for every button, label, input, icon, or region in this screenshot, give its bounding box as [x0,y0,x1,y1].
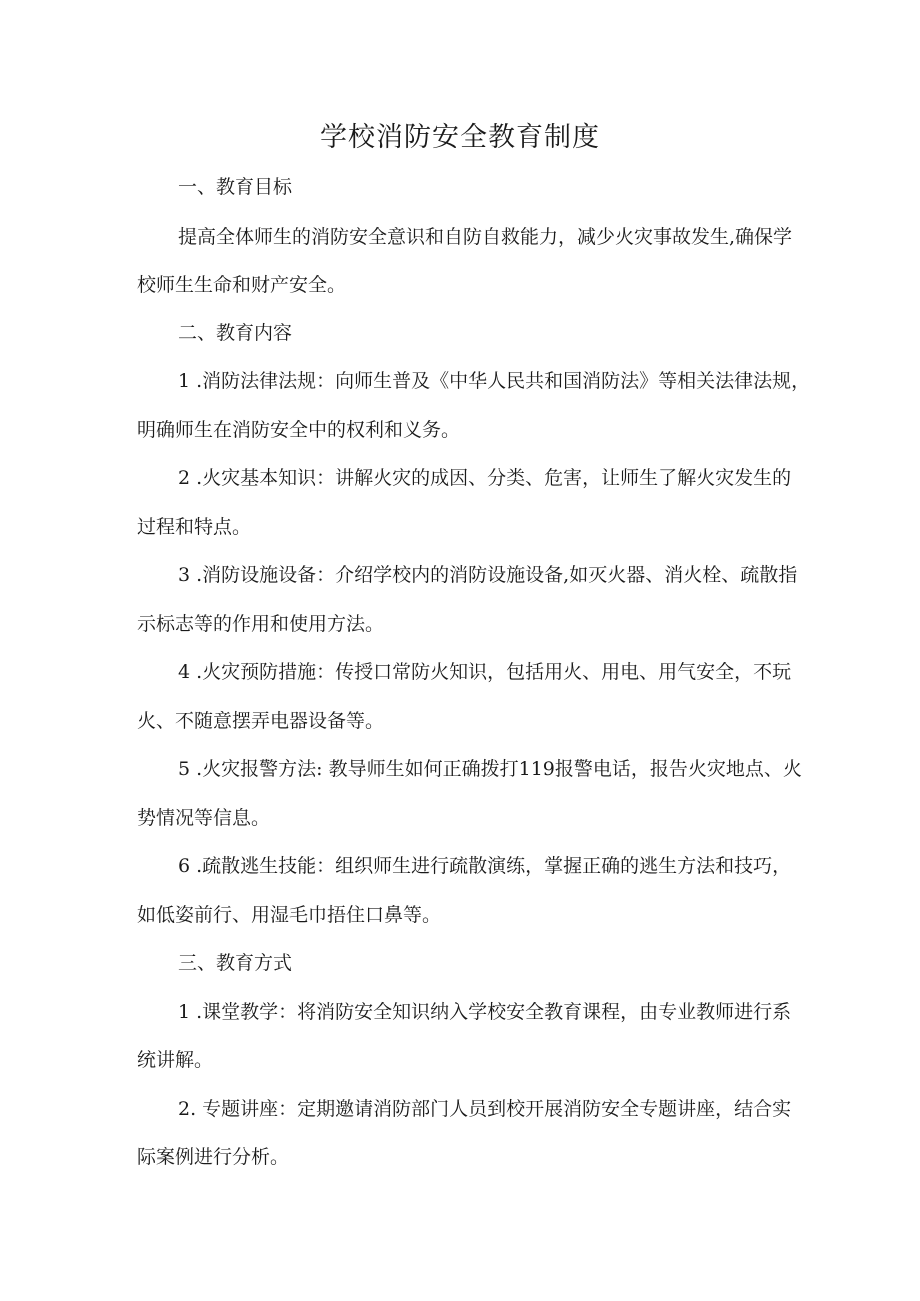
list-item-line: 3 .消防设施设备：介绍学校内的消防设施设备,如灭火器、消火栓、疏散指 [178,564,798,586]
list-item-line: 示标志等的作用和使用方法。 [137,613,385,635]
list-item-line: 1 .消防法律法规：向师生普及《中华人民共和国消防法》等相关法律法规， [178,370,811,392]
list-item-line: 火、不随意摆弄电器设备等。 [137,710,385,732]
section-heading-goals: 一、教育目标 [178,176,293,198]
list-item-line: 际案例进行分析。 [137,1146,290,1168]
list-item-line: 6 .疏散逃生技能：组织师生进行疏散演练，掌握正确的逃生方法和技巧， [178,855,792,877]
paragraph-line: 提高全体师生的消防安全意识和自防自救能力，减少火灾事故发生,确保学 [178,226,793,248]
paragraph-line: 校师生生命和财产安全。 [137,274,347,296]
list-item-line: 过程和特点。 [137,516,252,538]
list-item-line: 2. 专题讲座：定期邀请消防部门人员到校开展消防安全专题讲座，结合实 [178,1098,792,1120]
list-item-line: 明确师生在消防安全中的权利和义务。 [137,419,461,441]
list-item-line: 4 .火灾预防措施：传授口常防火知识，包括用火、用电、用气安全，不玩 [178,661,792,683]
list-item-line: 5 .火灾报警方法: 教导师生如何正确拨打119报警电话，报告火灾地点、火 [178,758,802,780]
list-item-line: 统讲解。 [137,1049,214,1071]
list-item-line: 如低姿前行、用湿毛巾捂住口鼻等。 [137,904,442,926]
document-title: 学校消防安全教育制度 [320,122,600,153]
list-item-line: 势情况等信息。 [137,807,271,829]
list-item-line: 2 .火灾基本知识：讲解火灾的成因、分类、危害，让师生了解火灾发生的 [178,467,792,489]
list-item-line: 1 .课堂教学：将消防安全知识纳入学校安全教育课程，由专业教师进行系 [178,1001,792,1023]
section-heading-methods: 三、教育方式 [178,952,293,974]
section-heading-content: 二、教育内容 [178,322,293,344]
